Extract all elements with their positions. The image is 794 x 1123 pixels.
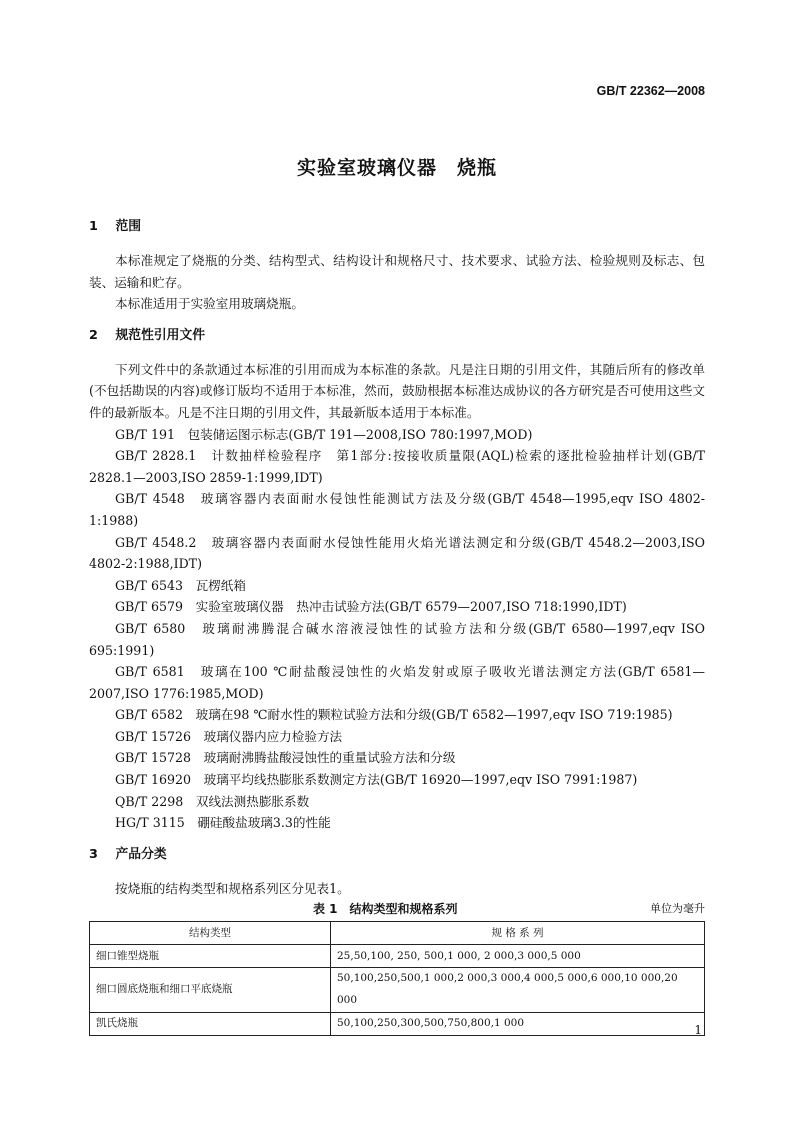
paragraph: 按烧瓶的结构类型和规格系列区分见表1。 (115, 880, 350, 896)
table-caption-row (89, 899, 705, 919)
reference-item: GB/T 2828.1 计数抽样检验程序 第1部分:按接收质量限(AQL)检索的逐批检验抽样计划(GB/T 2828.1—2003,ISO 2859-1:1999,IDT) (89, 448, 705, 485)
reference-item: GB/T 4548.2 玻璃容器内表面耐水侵蚀性能用火焰光谱法测定和分级(GB/T 4548.2—2003,ISO 4802-2:1988,IDT) (89, 534, 705, 572)
table-header-cell: 结构类型 (90, 922, 331, 945)
section-heading-product-classification (89, 844, 705, 866)
section-number: 1 (89, 219, 98, 234)
document-code: GB/T 22362—2008 (596, 84, 705, 98)
reference-item: HG/T 3115 硼硅酸盐玻璃3.3的性能 (115, 815, 331, 831)
table-cell: 细口圆底烧瓶和细口平底烧瓶 (90, 968, 331, 1012)
paragraph: 本标准适用于实验室用玻璃烧瓶。 (115, 296, 304, 312)
table-row (90, 1012, 705, 1035)
table-cell: 凯氏烧瓶 (90, 1012, 331, 1035)
section-title: 范围 (115, 219, 142, 234)
table-row (90, 945, 705, 968)
reference-item: GB/T 6579 实验室玻璃仪器 热冲击试验方法(GB/T 6579—2007,ISO 718:1990,IDT) (115, 599, 627, 615)
table-cell: 25,50,100, 250, 500,1 000, 2 000,3 000,5 000 (331, 945, 705, 968)
document-body (89, 216, 705, 1036)
section-heading-scope (89, 216, 705, 238)
page-number: 1 (694, 1023, 702, 1037)
reference-item: GB/T 15728 玻璃耐沸腾盐酸浸蚀性的重量试验方法和分级 (115, 750, 456, 766)
table-header-row (90, 922, 705, 945)
reference-item: GB/T 15726 玻璃仪器内应力检验方法 (115, 728, 343, 744)
table-cell: 细口锥型烧瓶 (90, 945, 331, 968)
table-unit: 单位为毫升 (650, 902, 705, 916)
section-number: 2 (89, 327, 98, 343)
table-cell: 50,100,250,500,1 000,2 000,3 000,4 000,5 000,6 000,10 000,20 000 (331, 968, 705, 1012)
reference-item: GB/T 4548 玻璃容器内表面耐水侵蚀性能测试方法及分级(GB/T 4548—1995,eqv ISO 4802-1:1988) (89, 491, 705, 528)
section-number: 3 (89, 846, 98, 862)
reference-item: GB/T 6580 玻璃耐沸腾混合碱水溶液浸蚀性的试验方法和分级(GB/T 6580—1997,eqv ISO 695:1991) (89, 620, 705, 658)
reference-item: QB/T 2298 双线法测热膨胀系数 (115, 793, 310, 809)
section-title: 产品分类 (115, 846, 167, 862)
reference-item: GB/T 6582 玻璃在98 ℃耐水性的颗粒试验方法和分级(GB/T 6582—1997,eqv ISO 719:1985) (115, 707, 673, 723)
reference-item: GB/T 6581 玻璃在100 ℃耐盐酸浸蚀性的火焰发射或原子吸收光谱法测定方法(GB/T 6581—2007,ISO 1776:1985,MOD) (89, 664, 705, 701)
table-caption: 表 1 结构类型和规格系列 (313, 902, 458, 917)
spec-table (89, 921, 705, 1035)
paragraph: 下列文件中的条款通过本标准的引用而成为本标准的条款。凡是注日期的引用文件，其随后所有的修改单(不包括勘误的内容)或修订版均不适用于本标准，然而，鼓励根据本标准达成协议的各方研究是否可使用这些文件的最新版本。凡是不注日期的引用文件，其最新版本适用于本标准。 (89, 361, 705, 420)
page-title: 实验室玻璃仪器 烧瓶 (296, 157, 497, 179)
table-row (90, 968, 705, 1012)
table-cell: 50,100,250,300,500,750,800,1 000 (331, 1012, 705, 1035)
section-heading-normative-references (89, 325, 705, 347)
reference-item: GB/T 16920 玻璃平均线热膨胀系数测定方法(GB/T 16920—1997,eqv ISO 7991:1987) (115, 772, 638, 788)
table-header-cell: 规 格 系 列 (331, 922, 705, 945)
section-title: 规范性引用文件 (115, 327, 206, 343)
paragraph: 本标准规定了烧瓶的分类、结构型式、结构设计和规格尺寸、技术要求、试验方法、检验规则及标志、包装、运输和贮存。 (89, 253, 705, 290)
reference-item: GB/T 6543 瓦楞纸箱 (115, 577, 246, 593)
reference-item: GB/T 191 包装储运图示标志(GB/T 191—2008,ISO 780:1997,MOD) (115, 426, 533, 442)
